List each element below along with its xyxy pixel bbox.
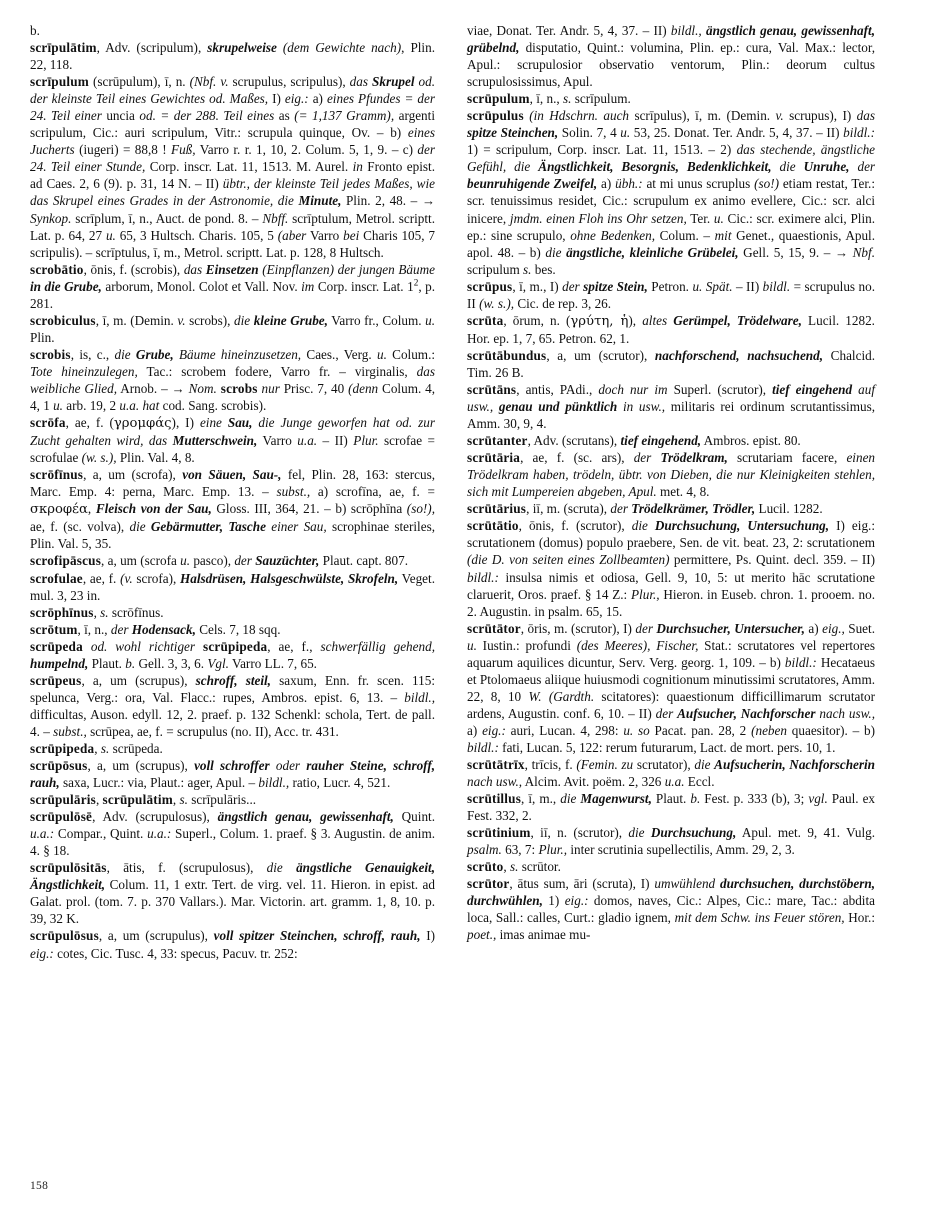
dictionary-entry: scrōtum, ī, n., der Hodensack, Cels. 7, 18 sqq. — [30, 621, 281, 637]
dictionary-entry: scrīpulātim, Adv. (scripulum), skrupelweise (dem Gewichte nach), Plin. 22, 118. — [30, 40, 435, 73]
dictionary-entry: scrūpulus (in Hdschrn. auch scrīpulus), ī, m. (Demin. v. scrupus), I) das spitze Steinchen, Solin. 7, 4 u. 53, 25. Donat. Ter. Andr. 5, 4, 37. – II) bildl.: 1) = scripulum, Corp. inscr. Lat. 11, 1513. – 2) das stechende, ängstliche Gefühl, die Ängstlichkeit, Besorgnis, Bedenklichkeit, die Unruhe, der beunruhigende Zweifel, a) übh.: at mi unus scruplus (so!) etiam restat, Ter.: scr. tenuissimus residet, Cic.: scrupulum ex animo evellere, Cic.: scr. alci inicere, jmdm. einen Floh ins Ohr setzen, Ter. u. Cic.: scr. eximere alci, Plin. ep.: sine scrupulo, ohne Bedenken, Colum. – mit Genet., quaestionis, Apul. apol. 48. – b) die ängstliche, kleinliche Grübelei, Gell. 5, 15, 9. – → Nbf. scripulum s. bes. — [467, 108, 876, 277]
dictionary-entry: scrūtārius, iī, m. (scruta), der Trödelkrämer, Trödler, Lucil. 1282. — [467, 501, 823, 517]
dictionary-entry: scrūtāns, antis, PAdi., doch nur im Superl. (scrutor), tief eingehend auf usw., genau und pünktlich in usw., militaris rei ordinum scrutantissimus, Amm. 30, 9, 4. — [467, 381, 876, 432]
right-entry-list — [467, 22, 875, 944]
dictionary-entry: scrūta, ōrum, n. (γρύτη, ἡ), altes Gerümpel, Trödelware, Lucil. 1282. Hor. ep. 1, 7, 65. Petron. 62, 1. — [467, 312, 875, 346]
dictionary-entry: scrobiculus, ī, m. (Demin. v. scrobs), die kleine Grube, Varro fr., Colum. u. Plin. — [30, 312, 435, 345]
dictionary-entry: scrūtanter, Adv. (scrutans), tief eingehend, Ambros. epist. 80. — [467, 433, 801, 449]
dictionary-entry: scrūtor, ātus sum, āri (scruta), I) umwühlend durchsuchen, durchstöbern, durchwühlen, 1) eig.: domos, naves, Cic.: Alpes, Cic.: mare, Tac.: abdita loca, Sall.: calles, Curt.: gladio ignem, mit dem Schw. ins Feuer stören, Hor.: poet., imas animae mu- — [467, 876, 876, 943]
dictionary-entry: scrūpulōsitās, ātis, f. (scrupulosus), die ängstliche Genauigkeit, Ängstlichkeit, Colum. 11, 1 extr. Tert. de virg. vel. 11. Hieron. in epist. ad Galat. prol. (tom. 7. p. 370 Vallars.). Mar. Victorin. art. gramm. 1, 8, 10. p. 39, 32 K. — [30, 860, 436, 927]
two-column-layout — [30, 22, 905, 962]
dictionary-entry: scrūpulāris, scrūpulātim, s. scrīpulāris... — [30, 792, 257, 808]
dictionary-entry: scrūtinium, iī, n. (scrutor), die Durchsuchung, Apul. met. 9, 41. Vulg. psalm. 63, 7: Plur., inter scrutinia supellectilis, Amm. 29, 2, 3. — [467, 825, 876, 858]
dictionary-entry: scrūpulōsē, Adv. (scrupulosus), ängstlich genau, gewissenhaft, Quint. u.a.: Compar., Quint. u.a.: Superl., Colum. 1. praef. § 3. Augustin. de anim. 4. § 18. — [30, 809, 435, 859]
dictionary-entry: scrīpulum (scrūpulum), ī, n. (Nbf. v. scrupulus, scripulus), das Skrupel od. der kleinste Teil eines Gewichtes od. Maßes, I) eig.: a) eines Pfundes = der 24. Teil einer uncia od. = der 288. Teil eines as (= 1,137 Gramm), argenti scripulum, Cic.: auri scripulum, Vitr.: scrupula quinque, Ov. – b) eines Jucherts (iugeri) = 88,8 ! Fuß, Varro r. r. 1, 10, 2. Colum. 5, 1, 9. – c) der 24. Teil einer Stunde, Corp. inscr. Lat. 11, 1513. M. Aurel. in Fronto epist. ad Caes. 2, 6 (9). p. 31, 14 N. – II) übtr., der kleinste Teil jedes Maßes, wie das Skrupel eines Grades in der Astronomie, die Minute, Plin. 2, 48. – → Synkop. scrīplum, ī, n., Auct. de pond. 8. – Nbff. scrīptulum, Metrol. scriptt. Lat. p. 64, 27 u. 65, 3 Hultsch. Charis. 105, 5 (aber Varro bei Charis 105, 7 scripulis). – scrīptulus, ī, m., Metrol. scriptt. Lat. p. 128, 8 Hultsch. — [30, 74, 436, 260]
dictionary-entry: scrūtātio, ōnis, f. (scrutor), die Durchsuchung, Untersuchung, I) eig.: scrutationem (domus) populo praebere, Sen. de vit. beat. 23, 2: scrutationem (die D. von seiten eines Zollbeamten) permittere, Ps. Quint. decl. 359. – II) bildl.: insulsa nimis et odiosa, Gell. 9, 10, 5: ut merito hāc scrutatione claruerit, Oros. praef. § 14 Z.: Plur., Hieron. in Euseb. chron. 1. prooem. no. 2. Augustin. in psalm. 65, 15. — [467, 518, 875, 619]
dictionary-entry: scrūtāria, ae, f. (sc. ars), der Trödelkram, scrutariam facere, einen Trödelkram haben, trödeln, übtr. von Dieben, die nur Kleinigkeiten stehlen, sich mit Lumpereien abgeben, Apul. met. 4, 8. — [467, 450, 876, 500]
dictionary-entry: scrūto, s. scrūtor. — [467, 859, 561, 875]
dictionary-entry: scrūpōsus, a, um (scrupus), voll schroffer oder rauher Steine, schroff, rauh, saxa, Lucr.: via, Plaut.: ager, Apul. – bildl., ratio, Lucr. 4, 521. — [30, 758, 436, 791]
dictionary-entry: scrūtātor, ōris, m. (scrutor), I) der Durchsucher, Untersucher, a) eig., Suet. u. Iustin.: profundi (des Meeres), Fischer, Stat.: scrutatores vel repertores aquarum aquilices dicuntur, Serv. Verg. georg. 1, 109. – b) bildl.: Hecataeus et Ptolomaeus aliique huiusmodi cognitionum minutissimi scrutatores, Amm. 22, 8, 10 W. (Gardth. scitatores): quaestionum difficillimarum scrutator ardens, Augustin. conf. 6, 10. – II) der Aufsucher, Nachforscher nach usw., a) eig.: auri, Lucan. 4, 298: u. so Pacat. pan. 28, 2 (neben quaesitor). – b) bildl.: fati, Lucan. 5, 122: rerum futurarum, Lact. de mort. pers. 10, 1. — [467, 620, 876, 755]
right-column — [467, 22, 875, 944]
dictionary-entry: scrūpeus, a, um (scrupus), schroff, steil, saxum, Enn. fr. scen. 115: spelunca, Verg.: ora, Val. Flacc.: rupes, Ambros. epist. 6, 13. – bildl., difficultas, Auson. edyll. 12, 2. praef. p. 132 Schenkl: schola, Tert. de pall. 4. – subst., scrūpea, ae, f. = scrupulus (no. II), Acc. tr. 431. — [30, 672, 435, 739]
left-entry-list — [30, 39, 435, 962]
dictionary-entry: scrūtābundus, a, um (scrutor), nachforschend, nachsuchend, Chalcid. Tim. 26 B. — [467, 347, 875, 380]
dictionary-entry: scrofulae, ae, f. (v. scrofa), Halsdrüsen, Halsgeschwülste, Skrofeln, Veget. mul. 3, 23 in. — [30, 570, 435, 603]
dictionary-entry: scrūtillus, ī, m., die Magenwurst, Plaut. b. Fest. p. 333 (b), 3; vgl. Paul. ex Fest. 332, 2. — [467, 791, 876, 824]
left-column — [30, 22, 435, 962]
page-number: 158 — [30, 1180, 49, 1192]
dictionary-entry: scrūtātrīx, trīcis, f. (Femin. zu scrutator), die Aufsucherin, Nachforscherin nach usw., Alcim. Avit. poëm. 2, 326 u.a. Eccl. — [467, 757, 876, 790]
dictionary-entry: scrūpipeda, s. scrūpeda. — [30, 740, 163, 756]
dictionary-entry: scrobātio, ōnis, f. (scrobis), das Einsetzen (Einpflanzen) der jungen Bäume in die Grube, arborum, Monol. Colot et Vall. Nov. im Corp. inscr. Lat. $1^2$, p. 281. — [30, 261, 436, 311]
dictionary-entry: scrūpeda od. wohl richtiger scrūpipeda, ae, f., schwerfällig gehend, humpelnd, Plaut. b. Gell. 3, 3, 6. Vgl. Varro LL. 7, 65. — [30, 638, 435, 671]
dictionary-entry: scrūpulōsus, a, um (scrupulus), voll spitzer Steinchen, schroff, rauh, I) eig.: cotes, Cic. Tusc. 4, 33: specus, Pacuv. tr. 252: — [30, 928, 435, 961]
dictionary-entry: scrōfīnus, a, um (scrofa), von Säuen, Sau-, fel, Plin. 28, 163: stercus, Marc. Emp. 4: perna, Marc. Emp. 13. – subst., a) scrofīna, ae, f. = σκροφέα, Fleisch von der Sau, Gloss. III, 364, 21. – b) scrōphīna (so!), ae, f. (sc. volva), die Gebärmutter, Tasche einer Sau, scrophinae steriles, Plin. Val. 5, 35. — [30, 467, 436, 552]
dictionary-entry: scrōfa, ae, f. (γρομφάς), I) eine Sau, die Junge geworfen hat od. zur Zucht gehalten wird, das Mutterschwein, Varro u.a. – II) Plur. scrofae = scrofulae (w. s.), Plin. Val. 4, 8. — [30, 415, 436, 466]
dictionary-entry: scrūpulum, ī, n., s. scrīpulum. — [467, 91, 631, 107]
dictionary-entry: scrōphīnus, s. scrōfīnus. — [30, 604, 164, 620]
dictionary-entry: scrūpus, ī, m., I) der spitze Stein, Petron. u. Spät. – II) bildl. = scrupulus no. II (w. s.), Cic. de rep. 3, 26. — [467, 278, 875, 311]
dictionary-entry: viae, Donat. Ter. Andr. 5, 4, 37. – II) bildl., ängstlich genau, gewissenhaft, grübelnd, disputatio, Quint.: volumina, Plin. ep.: cura, Val. Max.: lector, Apul.: scrupulosior observatio ventorum, Plin.: deorum cultus scrupulosissimus, Apul. — [467, 23, 876, 90]
catchword: b. — [30, 23, 40, 38]
dictionary-entry: scrobis, is, c., die Grube, Bäume hineinzusetzen, Caes., Verg. u. Colum.: Tote hineinzulegen, Tac.: scrobem fodere, Varro fr. – virginalis, das weibliche Glied, Arnob. – → Nom. scrobs nur Prisc. 7, 40 (denn Colum. 4, 4, 1 u. arb. 19, 2 u.a. hat cod. Sang. scrobis). — [30, 346, 436, 414]
dictionary-entry: scrofipāscus, a, um (scrofa u. pasco), der Sauzüchter, Plaut. capt. 807. — [30, 553, 408, 569]
